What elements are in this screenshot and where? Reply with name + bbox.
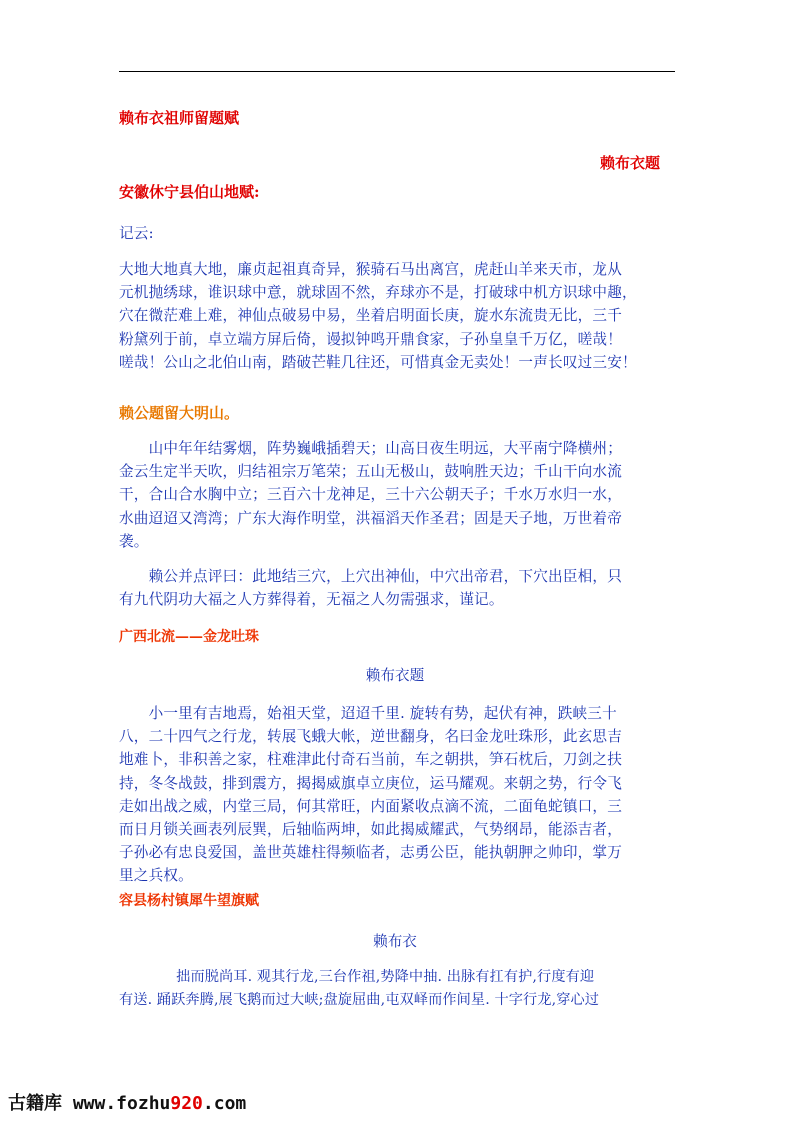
text-line: 金云生定半天吹，归结祖宗万笔荣；五山无极山，鼓响胜天边；千山干向水流: [119, 463, 622, 481]
section4-title: 容县杨村镇犀牛望旗赋: [119, 893, 259, 909]
text-line: 袭。: [119, 532, 149, 550]
text-line: 大地大地真大地，廉贞起祖真奇异，猴骑石马出离宫，虎赶山羊来天市，龙从: [119, 261, 622, 278]
text-line: 子孙必有忠良爱国，盖世英雄柱得频临者，志勇公臣，能执朝胛之帅印，掌万: [119, 844, 622, 862]
text-line: 小一里有吉地焉，始祖天堂，迢迢千里. 旋转有势，起伏有神，跌峡三十: [119, 705, 617, 722]
url-number: 920: [170, 1093, 203, 1114]
text-line: 里之兵权。: [119, 867, 193, 885]
text-line: 元机抛绣球，谁识球中意，就球固不然，弃球亦不是，打破球中机方识球中趣，: [119, 284, 637, 302]
url-prefix: www.fozhu: [62, 1093, 171, 1114]
section2-title: 赖公题留大明山。: [119, 404, 240, 422]
text-line: 拙而脱尚耳. 观其行龙,三台作祖,势降中抽. 出脉有扛有护,行度有迎: [119, 969, 595, 985]
section1-title: 安徽休宁县伯山地赋:: [119, 183, 260, 201]
text-line: 粉黛列于前，卓立端方屏后倚，谩拟钟鸣开鼎食家，子孙皇皇千万亿，嗟哉！: [119, 330, 622, 348]
text-line: 水曲迢迢又湾湾；广东大海作明堂，洪福滔天作圣君；固是天子地，万世着帝: [119, 509, 622, 527]
text-line: 八，二十四气之行龙，转展飞蛾大帐，逆世翻身，名曰金龙吐珠形，此玄思吉: [119, 728, 622, 746]
text-line: 持，冬冬战鼓，排到震方，揭揭威旗卓立庚位，运马耀观。来朝之势，行令飞: [119, 774, 622, 792]
text-line: 赖公并点评曰：此地结三穴，上穴出神仙，中穴出帝君，下穴出臣相，只: [119, 568, 622, 585]
url-suffix: .com: [202, 1093, 247, 1114]
section1-note: 记云:: [119, 225, 154, 242]
text-line: 穴在微茫难上难，神仙点破易中易，坐着启明面长庚，旋水东流贵无比，三千: [119, 307, 622, 325]
text-line: 走如出战之威，内堂三局，何其常旺，内面紧收点滴不流，二面龟蛇镇口，三: [119, 797, 622, 815]
site-name: 古籍库: [8, 1093, 62, 1114]
text-line: 地难卜，非积善之家，柱难津此付奇石当前，车之朝拱，笋石枕后，刀剑之扶: [119, 751, 622, 769]
document-heading: 赖布衣祖师留题赋: [119, 109, 240, 127]
section4-body: [119, 966, 671, 1012]
section3-title: 广西北流——金龙吐珠: [119, 629, 259, 645]
text-line: 有送. 踊跃奔腾,展飞鹅而过大峡;盘旋屈曲,屯双峄而作间星. 十字行龙,穿心过: [119, 992, 600, 1008]
header-rule: [119, 71, 675, 72]
text-line: 干，合山合水胸中立；三百六十龙神足，三十六公朝天子；千水万水归一水，: [119, 486, 622, 504]
author-byline: 赖布衣题: [599, 154, 660, 172]
text-line: 嗟哉！公山之北伯山南，踏破芒鞋几往还，可惜真金无卖处！一声长叹过三安！: [119, 353, 637, 371]
section2-body: [119, 437, 671, 553]
watermark-footer: [8, 1089, 246, 1113]
text-line: 而日月锁关画表列辰巽，后轴临两坤，如此揭威耀武，气势纲昂，能添吉者，: [119, 821, 622, 839]
text-line: 山中年年结雾烟，阵势巍峨插碧天；山高日夜生明远，大平南宁降横州；: [119, 440, 622, 457]
section3-body: [119, 702, 671, 888]
section3-author: 赖布衣题: [365, 667, 425, 684]
section2-comment: [119, 565, 671, 611]
section4-author: 赖布衣: [373, 933, 417, 950]
section1-body: [119, 258, 671, 374]
text-line: 有九代阴功大福之人方葬得着，无福之人勿需强求，谨记。: [119, 591, 504, 609]
